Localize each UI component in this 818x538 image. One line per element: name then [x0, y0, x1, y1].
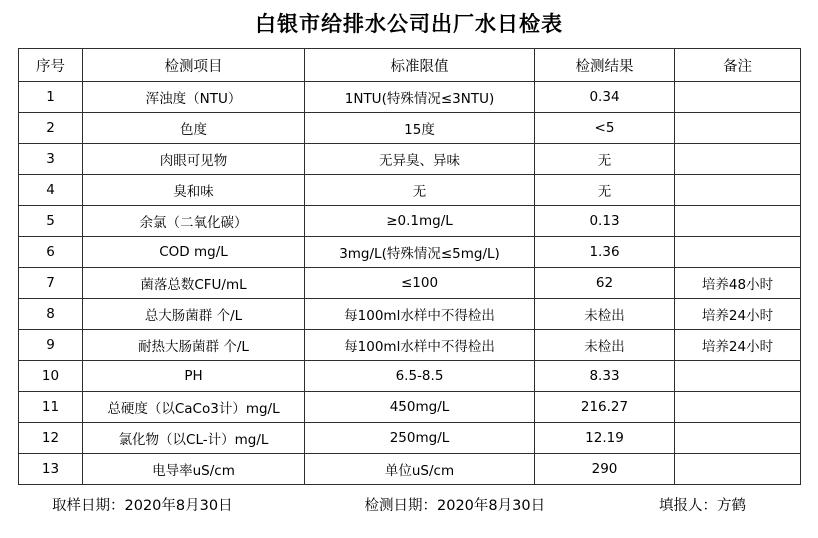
- column-header-std: 标准限值: [305, 49, 535, 82]
- table-row: [19, 268, 801, 299]
- cell-no: 8: [19, 299, 83, 330]
- cell-remark: 培养24小时: [675, 299, 801, 330]
- cell-no: 2: [19, 113, 83, 144]
- cell-std: 250mg/L: [305, 423, 535, 454]
- table-header: [19, 49, 801, 82]
- cell-no: 6: [19, 237, 83, 268]
- cell-remark: [675, 113, 801, 144]
- cell-result: 62: [535, 268, 675, 299]
- cell-no: 11: [19, 392, 83, 423]
- cell-remark: [675, 454, 801, 485]
- cell-std: 3mg/L(特殊情况≤5mg/L): [305, 237, 535, 268]
- cell-result: 12.19: [535, 423, 675, 454]
- cell-result: 290: [535, 454, 675, 485]
- cell-std: ≤100: [305, 268, 535, 299]
- cell-item: 菌落总数CFU/mL: [83, 268, 305, 299]
- table-row: [19, 237, 801, 268]
- table-row: [19, 454, 801, 485]
- cell-result: 未检出: [535, 299, 675, 330]
- cell-no: 7: [19, 268, 83, 299]
- cell-item: 电导率uS/cm: [83, 454, 305, 485]
- table-row: [19, 423, 801, 454]
- cell-remark: [675, 423, 801, 454]
- cell-result: 无: [535, 175, 675, 206]
- cell-no: 3: [19, 144, 83, 175]
- cell-remark: [675, 392, 801, 423]
- cell-item: 耐热大肠菌群 个/L: [83, 330, 305, 361]
- cell-remark: [675, 82, 801, 113]
- cell-std: 6.5-8.5: [305, 361, 535, 392]
- sampling-date: 取样日期：2020年8月30日: [52, 498, 233, 514]
- cell-item: 色度: [83, 113, 305, 144]
- cell-remark: 培养24小时: [675, 330, 801, 361]
- page-title: 白银市给排水公司出厂水日检表: [255, 12, 563, 36]
- cell-std: 单位uS/cm: [305, 454, 535, 485]
- column-header-remark: 备注: [675, 49, 801, 82]
- cell-std: 15度: [305, 113, 535, 144]
- cell-result: 0.13: [535, 206, 675, 237]
- table-row: [19, 330, 801, 361]
- column-header-result: 检测结果: [535, 49, 675, 82]
- cell-result: 1.36: [535, 237, 675, 268]
- table-row: [19, 206, 801, 237]
- table-row: [19, 113, 801, 144]
- cell-no: 5: [19, 206, 83, 237]
- cell-no: 9: [19, 330, 83, 361]
- footer: [0, 485, 818, 515]
- cell-result: <5: [535, 113, 675, 144]
- table-row: [19, 392, 801, 423]
- table-body: [19, 82, 801, 485]
- cell-std: 每100ml水样中不得检出: [305, 330, 535, 361]
- cell-no: 4: [19, 175, 83, 206]
- cell-no: 1: [19, 82, 83, 113]
- cell-item: 余氯（二氧化碳）: [83, 206, 305, 237]
- cell-remark: [675, 144, 801, 175]
- cell-std: 无: [305, 175, 535, 206]
- cell-result: 无: [535, 144, 675, 175]
- cell-result: 0.34: [535, 82, 675, 113]
- table-row: [19, 144, 801, 175]
- cell-remark: [675, 175, 801, 206]
- cell-remark: [675, 206, 801, 237]
- cell-result: 216.27: [535, 392, 675, 423]
- cell-result: 未检出: [535, 330, 675, 361]
- cell-item: PH: [83, 361, 305, 392]
- cell-no: 13: [19, 454, 83, 485]
- cell-remark: [675, 361, 801, 392]
- cell-remark: [675, 237, 801, 268]
- cell-item: 氯化物（以CL-计）mg/L: [83, 423, 305, 454]
- table-header-row: [19, 49, 801, 82]
- cell-std: 1NTU(特殊情况≤3NTU): [305, 82, 535, 113]
- cell-item: COD mg/L: [83, 237, 305, 268]
- column-header-no: 序号: [19, 49, 83, 82]
- water-quality-table: [18, 48, 801, 485]
- table-row: [19, 361, 801, 392]
- cell-std: 每100ml水样中不得检出: [305, 299, 535, 330]
- cell-result: 8.33: [535, 361, 675, 392]
- table-row: [19, 299, 801, 330]
- reporter: 填报人：方鹤: [659, 498, 746, 514]
- test-date: 检测日期：2020年8月30日: [364, 498, 546, 514]
- cell-no: 12: [19, 423, 83, 454]
- column-header-item: 检测项目: [83, 49, 305, 82]
- cell-std: ≥0.1mg/L: [305, 206, 535, 237]
- cell-item: 浑浊度（NTU）: [83, 82, 305, 113]
- table-container: [0, 48, 818, 485]
- table-row: [19, 175, 801, 206]
- cell-remark: 培养48小时: [675, 268, 801, 299]
- cell-no: 10: [19, 361, 83, 392]
- cell-item: 肉眼可见物: [83, 144, 305, 175]
- table-row: [19, 82, 801, 113]
- cell-item: 总大肠菌群 个/L: [83, 299, 305, 330]
- cell-std: 无异臭、异味: [305, 144, 535, 175]
- cell-item: 总硬度（以CaCo3计）mg/L: [83, 392, 305, 423]
- cell-item: 臭和味: [83, 175, 305, 206]
- cell-std: 450mg/L: [305, 392, 535, 423]
